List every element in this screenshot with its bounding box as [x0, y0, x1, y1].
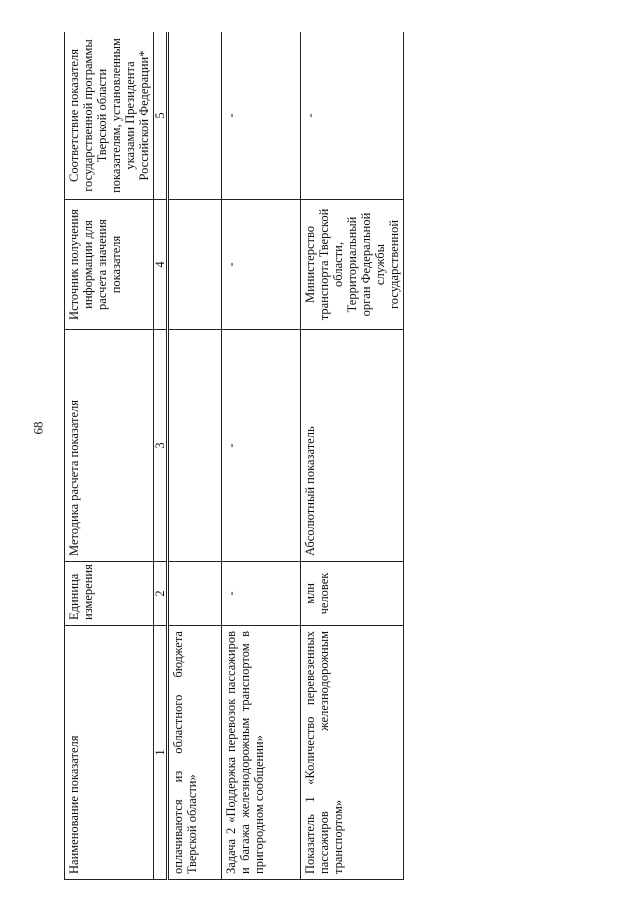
page-number: 68	[30, 421, 46, 435]
column-number: 1	[154, 626, 168, 880]
row-method: Абсолютный показатель	[301, 330, 404, 562]
rotated-table-container	[64, 32, 588, 880]
row-source-text: Министерство транспорта Тверской области, Территориальный орган Федеральной службы государственной	[303, 208, 401, 321]
column-number-row	[154, 32, 168, 880]
row-compliance: -	[222, 32, 301, 200]
column-number: 4	[154, 200, 168, 330]
table-header-row	[65, 32, 154, 880]
row-compliance: -	[301, 32, 404, 200]
row-method: -	[222, 330, 301, 562]
rotated-page-area	[64, 32, 588, 880]
header-method: Методика расчета показателя	[65, 330, 154, 562]
column-number: 5	[154, 32, 168, 200]
indicators-table	[64, 32, 404, 880]
row-unit: млн человек	[301, 562, 404, 626]
header-indicator-name: Наименование показателя	[65, 626, 154, 880]
column-number: 2	[154, 562, 168, 626]
header-compliance: Соответствие показателя государственной программы Тверской области показателям, установленным указами Президента Российской Федерации*	[65, 32, 154, 200]
row-indicator-name: оплачиваются из областного бюджета Тверской области»	[168, 626, 222, 880]
table-row	[222, 32, 301, 880]
header-source: Источник получения информации для расчета значения показателя	[65, 200, 154, 330]
row-indicator-name: Задача 2 «Поддержка перевозок пассажиров и багажа железнодорожным транспортом в пригородном сообщении»	[222, 626, 301, 880]
table-row	[168, 32, 222, 880]
header-unit: Единица измерения	[65, 562, 154, 626]
row-compliance	[168, 32, 222, 200]
row-unit	[168, 562, 222, 626]
table-row	[301, 32, 404, 880]
column-number: 3	[154, 330, 168, 562]
row-source	[168, 200, 222, 330]
row-indicator-name	[301, 626, 404, 880]
row-indicator-name-text: Показатель 1 «Количество перевезенных пассажиров железнодорожным транспортом»	[303, 631, 345, 874]
row-unit: -	[222, 562, 301, 626]
row-source: -	[222, 200, 301, 330]
row-method	[168, 330, 222, 562]
row-source	[301, 200, 404, 330]
